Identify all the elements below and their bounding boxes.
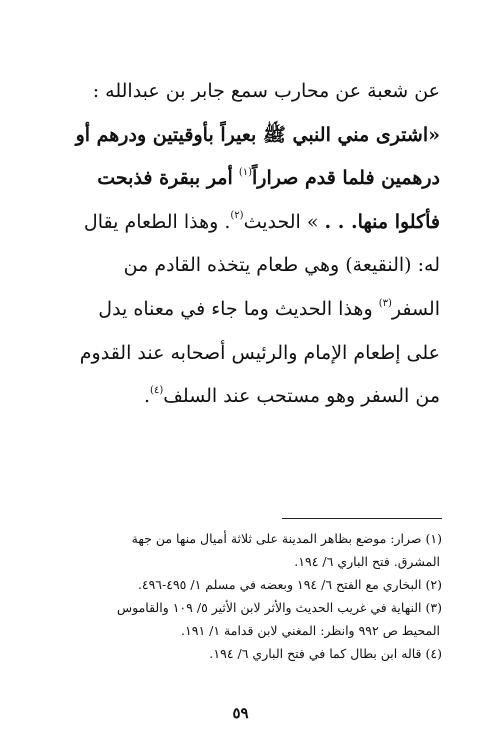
text-line-7	[28, 332, 440, 376]
footnote-1-line-2: المشرق. فتح الباري ٦/ ١٩٤.	[294, 554, 440, 569]
text-line-6-end: وهذا الحديث وما جاء في معناه يدل	[98, 297, 373, 320]
hadith-quote-end: فأكلوا منها. . .	[324, 210, 440, 233]
text-line-5	[28, 244, 440, 288]
text-line-1-content: عن شعبة عن محارب سمع جابر بن عبدالله :	[92, 80, 440, 102]
footnote-ref-1[interactable]: (١)	[238, 166, 252, 178]
text-line-8	[28, 375, 440, 419]
footnote-separator	[282, 518, 442, 519]
text-line-6-start: السفر	[391, 297, 440, 320]
text-line-5-content: له: (النقيعة) وهي طعام يتخذه القادم من	[123, 254, 440, 277]
hadith-quote-part-2: أمر ببقرة فذبحت	[97, 167, 233, 190]
hadith-quote-part: درهمين فلما قدم صراراً	[252, 167, 440, 190]
main-paragraph	[28, 70, 440, 419]
text-line-4	[28, 201, 440, 245]
footnotes-section	[20, 527, 442, 665]
hadith-label: » الحديث	[243, 210, 319, 233]
footnote-ref-3[interactable]: (٣)	[378, 297, 392, 309]
text-line-8-end: .	[144, 385, 151, 408]
page-number: ٥٩	[232, 704, 249, 722]
text-line-7-content: على إطعام الإمام والرئيس أصحابه عند القدوم	[79, 341, 440, 364]
footnote-2: (٢) البخاري مع الفتح ٦/ ١٩٤ وبعضه في مسلم ١/ ٤٩٥-٤٩٦.	[137, 577, 442, 592]
footnote-3-line-1: (٣) النهاية في غريب الحديث والأثر لابن الأثير ٥/ ١٠٩ والقاموس	[116, 600, 442, 615]
text-line-1	[28, 70, 440, 114]
text-line-6	[28, 288, 440, 332]
text-line-2	[28, 114, 440, 158]
footnote-4: (٤) قاله ابن بطال كما في فتح الباري ٦/ ١٩٤.	[209, 646, 442, 661]
text-line-4-end: . وهذا الطعام يقال	[83, 210, 231, 233]
footnote-ref-2[interactable]: (٢)	[230, 210, 244, 222]
text-line-3	[28, 157, 440, 201]
footnote-ref-4[interactable]: (٤)	[150, 384, 164, 396]
text-line-8-start: من السفر وهو مستحب عند السلف	[163, 385, 440, 408]
hadith-quote-start: «اشترى مني النبي ﷺ بعيراً بأوقيتين ودرهم أو	[75, 123, 440, 146]
footnote-3-line-2: المحيط ص ٩٩٢ وانظر: المغني لابن قدامة ١/ ١٩١.	[181, 623, 440, 638]
footnote-1-line-1: (١) صرار: موضع بظاهر المدينة على ثلاثة أميال منها من جهة	[131, 531, 442, 546]
